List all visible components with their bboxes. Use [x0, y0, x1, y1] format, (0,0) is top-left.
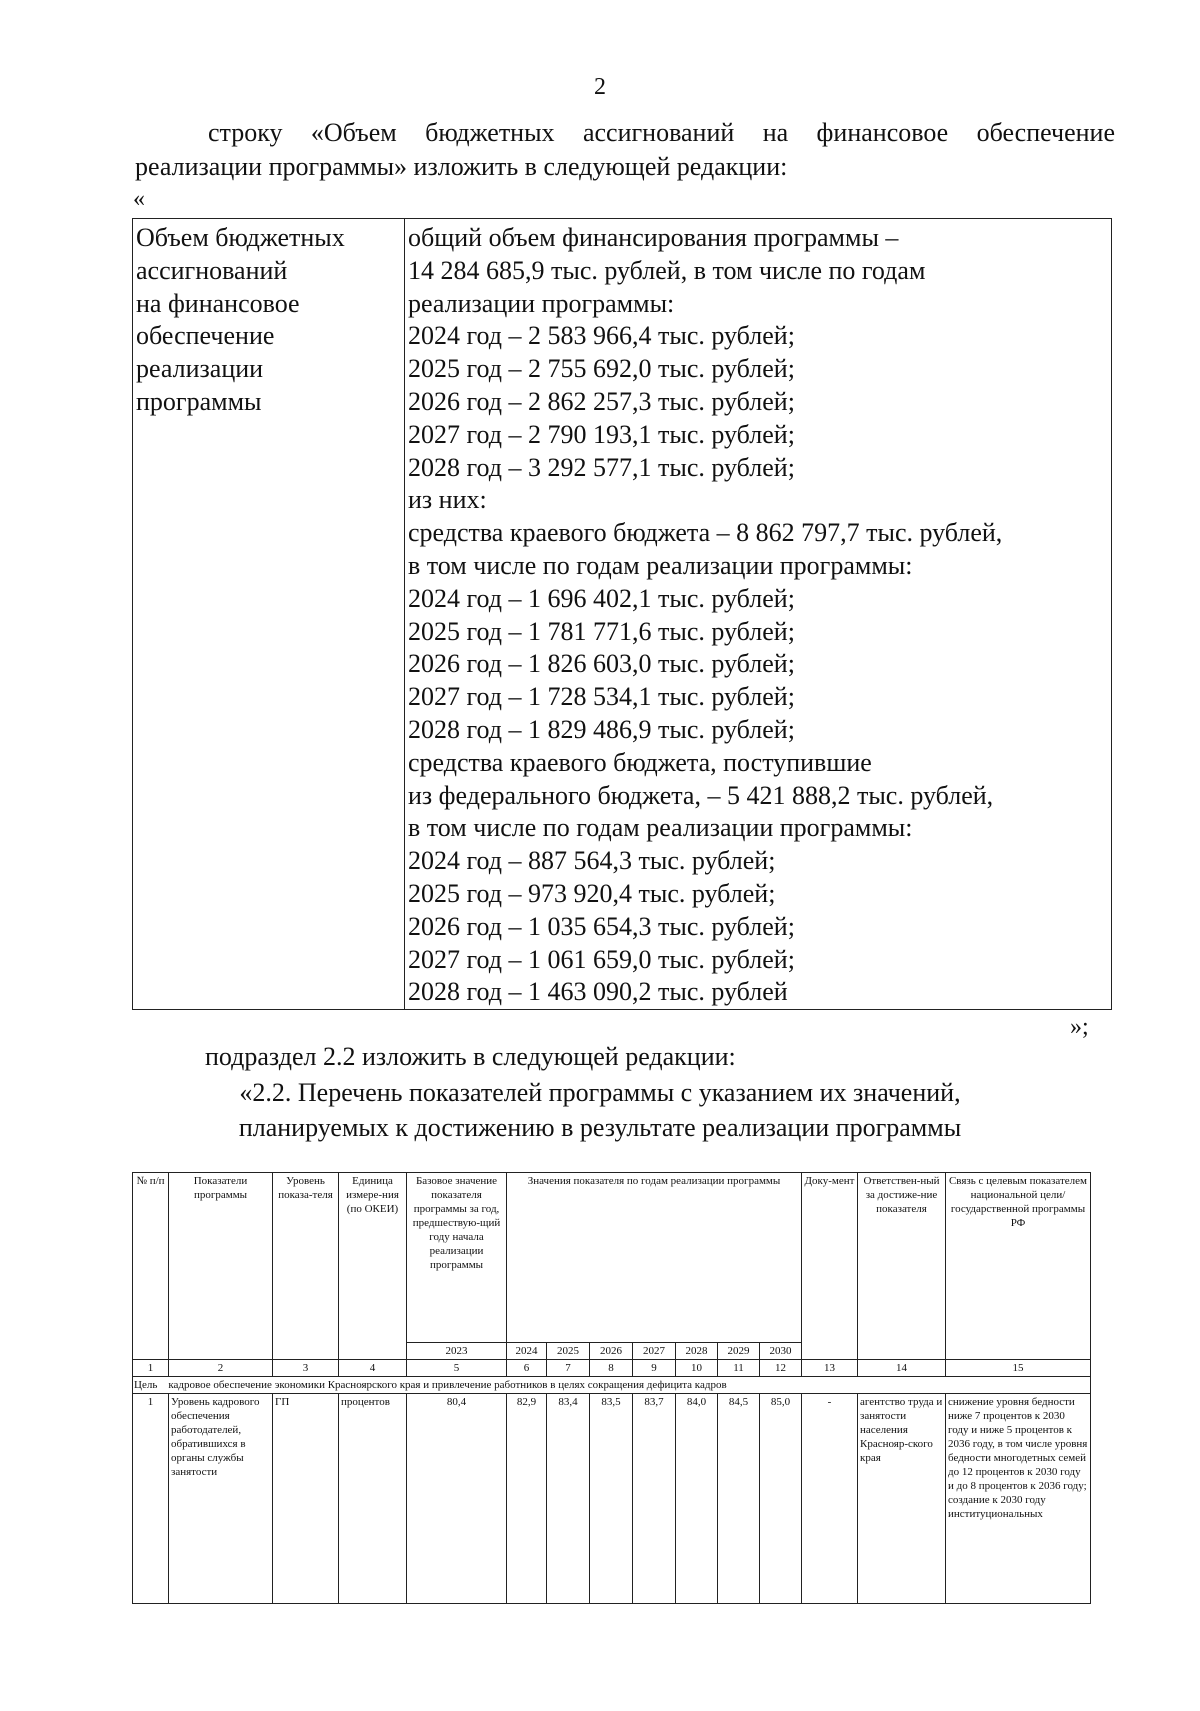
budget-line: 2028 год – 1 463 090,2 тыс. рублей — [408, 977, 788, 1007]
row-value: 83,4 — [547, 1394, 590, 1604]
open-quote: « — [133, 186, 145, 212]
row-indicator: Уровень кадрового обеспечения работодателей, обратившихся в органы службы занятости — [169, 1394, 273, 1604]
column-numbers-row — [133, 1360, 1091, 1377]
budget-line: 2026 год – 1 035 654,3 тыс. рублей; — [408, 911, 795, 941]
subsection-intro: подраздел 2.2 изложить в следующей редакции: — [205, 1042, 736, 1071]
row-value: 83,7 — [633, 1394, 676, 1604]
header-year: 2030 — [760, 1343, 802, 1360]
column-number: 14 — [858, 1360, 946, 1377]
table-row — [133, 1394, 1091, 1604]
goal-label: Цель — [134, 1379, 158, 1391]
header-num: № п/п — [133, 1173, 169, 1360]
budget-line: 2028 год – 1 829 486,9 тыс. рублей; — [408, 714, 795, 744]
row-base: 80,4 — [407, 1394, 507, 1604]
page-number: 2 — [594, 74, 606, 100]
budget-line: 2027 год – 1 728 534,1 тыс. рублей; — [408, 682, 795, 712]
budget-line: 2026 год – 2 862 257,3 тыс. рублей; — [408, 386, 795, 416]
budget-value-cell — [405, 219, 1111, 1012]
budget-line: средства краевого бюджета – 8 862 797,7 тыс. рублей, — [408, 518, 1003, 548]
header-link: Связь с целевым показателем национальной цели/ государственной программы РФ — [946, 1173, 1091, 1360]
budget-label-cell — [133, 219, 405, 1009]
header-base-year: 2023 — [407, 1343, 507, 1360]
budget-line: 2026 год – 1 826 603,0 тыс. рублей; — [408, 649, 795, 679]
budget-table — [132, 218, 1112, 1010]
goal-row — [133, 1377, 1091, 1394]
header-document: Доку-мент — [802, 1173, 858, 1360]
row-responsible: агентство труда и занятости населения Краснояр-ского края — [858, 1394, 946, 1604]
header-row — [133, 1173, 1091, 1343]
header-year: 2027 — [633, 1343, 676, 1360]
row-value: 83,5 — [590, 1394, 633, 1604]
budget-line: 2025 год – 2 755 692,0 тыс. рублей; — [408, 354, 795, 384]
column-number: 8 — [590, 1360, 633, 1377]
header-values-by-year: Значения показателя по годам реализации программы — [507, 1173, 802, 1343]
column-number: 3 — [273, 1360, 339, 1377]
column-number: 7 — [547, 1360, 590, 1377]
row-num: 1 — [133, 1394, 169, 1604]
column-number: 12 — [760, 1360, 802, 1377]
column-number: 15 — [946, 1360, 1091, 1377]
header-year: 2029 — [718, 1343, 760, 1360]
budget-line: 2027 год – 2 790 193,1 тыс. рублей; — [408, 419, 795, 449]
section-heading-line: планируемых к достижению в результате реализации программы — [238, 1113, 962, 1142]
header-responsible: Ответствен-ный за достиже-ние показателя — [858, 1173, 946, 1360]
header-year: 2025 — [547, 1343, 590, 1360]
column-number: 5 — [407, 1360, 507, 1377]
close-quote: »; — [1070, 1014, 1089, 1040]
column-number: 1 — [133, 1360, 169, 1377]
section-heading — [0, 1075, 1200, 1145]
row-link: снижение уровня бедности ниже 7 процентов к 2030 году и ниже 5 процентов к 2036 году, в том числе уровня бедности многодетных семей до 12 процентов к 2030 году и до 8 процентов к 2036 году; создание к 2030 году институциональных — [946, 1394, 1091, 1604]
column-number: 10 — [676, 1360, 718, 1377]
budget-line: 2024 год – 2 583 966,4 тыс. рублей; — [408, 321, 795, 351]
budget-line: 2027 год – 1 061 659,0 тыс. рублей; — [408, 944, 795, 974]
budget-line: 2024 год – 887 564,3 тыс. рублей; — [408, 846, 776, 876]
budget-line: из них: — [408, 485, 487, 515]
column-number: 11 — [718, 1360, 760, 1377]
budget-label-line: реализации — [136, 354, 264, 384]
budget-line: в том числе по годам реализации программы: — [408, 550, 913, 580]
budget-label-line: обеспечение — [136, 321, 275, 351]
budget-line: 2025 год – 1 781 771,6 тыс. рублей; — [408, 616, 795, 646]
budget-line: средства краевого бюджета, поступившие — [408, 747, 872, 777]
section-heading-line: «2.2. Перечень показателей программы с указанием их значений, — [239, 1078, 961, 1107]
header-year: 2026 — [590, 1343, 633, 1360]
row-value: 85,0 — [760, 1394, 802, 1604]
goal-cell — [133, 1377, 1091, 1394]
indicators-table — [132, 1172, 1091, 1604]
row-value: 82,9 — [507, 1394, 547, 1604]
header-indicator: Показатели программы — [169, 1173, 273, 1360]
column-number: 9 — [633, 1360, 676, 1377]
budget-line: из федерального бюджета, – 5 421 888,2 тыс. рублей, — [408, 780, 994, 810]
row-value: 84,0 — [676, 1394, 718, 1604]
budget-line: 14 284 685,9 тыс. рублей, в том числе по годам — [408, 255, 926, 285]
budget-label-line: Объем бюджетных — [136, 223, 345, 252]
budget-line: 2028 год – 3 292 577,1 тыс. рублей; — [408, 452, 795, 482]
budget-line: реализации программы: — [408, 288, 675, 318]
row-unit: процентов — [339, 1394, 407, 1604]
column-number: 6 — [507, 1360, 547, 1377]
budget-line: общий объем финансирования программы – — [408, 223, 899, 252]
budget-label-line: на финансовое — [136, 288, 300, 318]
header-unit: Единица измере-ния (по ОКЕИ) — [339, 1173, 407, 1360]
row-document: - — [802, 1394, 858, 1604]
budget-label-line: программы — [136, 386, 262, 416]
column-number: 4 — [339, 1360, 407, 1377]
budget-label-line: ассигнований — [136, 255, 288, 285]
goal-text: кадровое обеспечение экономики Красноярского края и привлечение работников в целях сокращения дефицита кадров — [168, 1379, 727, 1391]
header-year: 2028 — [676, 1343, 718, 1360]
budget-line: 2024 год – 1 696 402,1 тыс. рублей; — [408, 583, 795, 613]
budget-line: 2025 год – 973 920,4 тыс. рублей; — [408, 878, 776, 908]
header-year: 2024 — [507, 1343, 547, 1360]
header-base: Базовое значение показателя программы за год, предшествую-щий году начала реализации программы — [407, 1173, 507, 1343]
intro-paragraph — [135, 116, 1115, 184]
column-number: 13 — [802, 1360, 858, 1377]
intro-text: строку «Объем бюджетных ассигнований на финансовое обеспечение реализации программы» изложить в следующей редакции: — [135, 118, 1115, 181]
budget-line: в том числе по годам реализации программы: — [408, 813, 913, 843]
row-value: 84,5 — [718, 1394, 760, 1604]
header-level: Уровень показа-теля — [273, 1173, 339, 1360]
column-number: 2 — [169, 1360, 273, 1377]
row-level: ГП — [273, 1394, 339, 1604]
